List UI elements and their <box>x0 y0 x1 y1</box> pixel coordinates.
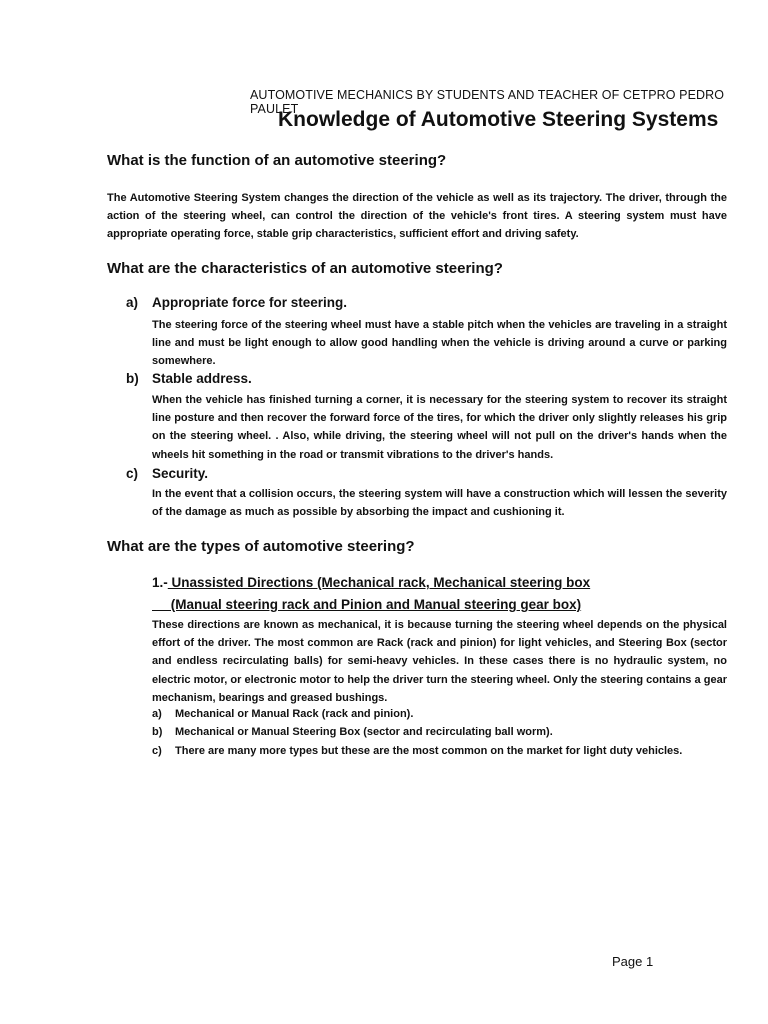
list-label: b) <box>126 371 139 386</box>
characteristic-item-c-heading <box>126 466 208 481</box>
characteristic-item-b-body: When the vehicle has finished turning a corner, it is necessary for the steering system to recover its straight line posture and then recover the forward force of the tires, for which the driver only slightly releases his grip on the steering wheel. . Also, while driving, the steering wheel will not pull on the driver's hands when the wheels hit something in the road or transmit vibrations to the driver's hands. <box>152 394 727 461</box>
list-label: b) <box>152 726 163 738</box>
type-1-title: Unassisted Directions (Mechanical rack, Mechanical steering box <box>167 575 591 590</box>
type-1-number: 1.- <box>152 575 168 590</box>
type-1-heading <box>152 575 590 590</box>
list-label: a) <box>152 708 162 720</box>
list-item-title: Security. <box>152 466 209 481</box>
type-1-body: These directions are known as mechanical, it is because turning the steering wheel depends on the physical effort of the driver. The most common are Rack (rack and pinion) for light vehicles, and Steering Box (sector and endless recirculating balls) for semi-heavy vehicles. In these cases there is no hydraulic system, no electric motor, or electronic motor to help the driver turn the steering wheel. Only the steering contains a gear mechanism, bearings and greased bushings. <box>152 619 727 704</box>
list-label: a) <box>126 295 139 310</box>
section-heading-types: What are the types of automotive steering? <box>107 538 415 555</box>
type-1-item-a <box>152 708 413 720</box>
section-body-function: The Automotive Steering System changes the direction of the vehicle as well as its trajectory. The driver, through the action of the steering wheel, can control the direction of the vehicle's front tires. A steering system must have appropriate operating force, stable grip characteristics, sufficient effort and driving safety. <box>107 192 727 241</box>
type-1-item-b <box>152 726 553 738</box>
page-number: Page 1 <box>612 954 654 969</box>
document-subtitle: AUTOMOTIVE MECHANICS BY STUDENTS AND TEACHER OF CETPRO PEDRO PAULET <box>250 88 725 116</box>
list-item-text: There are many more types but these are the most common on the market for light duty vehicles. <box>175 745 683 757</box>
section-heading-function: What is the function of an automotive steering? <box>107 152 447 169</box>
list-label: c) <box>152 745 162 757</box>
characteristic-item-b-heading <box>126 371 252 386</box>
section-heading-characteristics: What are the characteristics of an automotive steering? <box>107 260 503 277</box>
list-label: c) <box>126 466 139 481</box>
characteristic-item-c-body: In the event that a collision occurs, the steering system will have a construction which will lessen the severity of the damage as much as possible by absorbing the impact and cushioning it. <box>152 488 727 519</box>
type-1-item-c <box>152 745 682 757</box>
characteristic-item-a-heading <box>126 295 347 310</box>
list-item-title: Appropriate force for steering. <box>152 295 348 310</box>
document-title: Knowledge of Automotive Steering Systems <box>278 108 719 131</box>
list-item-title: Stable address. <box>152 371 252 386</box>
type-1-subtitle: (Manual steering rack and Pinion and Manual steering gear box) <box>152 597 582 612</box>
list-item-text: Mechanical or Manual Rack (rack and pinion). <box>175 708 414 720</box>
list-item-text: Mechanical or Manual Steering Box (sector and recirculating ball worm). <box>175 726 553 738</box>
characteristic-item-a-body: The steering force of the steering wheel must have a stable pitch when the vehicles are traveling in a straight line and must be light enough to allow good handling when the vehicle is driving around a curve or parking somewhere. <box>152 319 727 368</box>
